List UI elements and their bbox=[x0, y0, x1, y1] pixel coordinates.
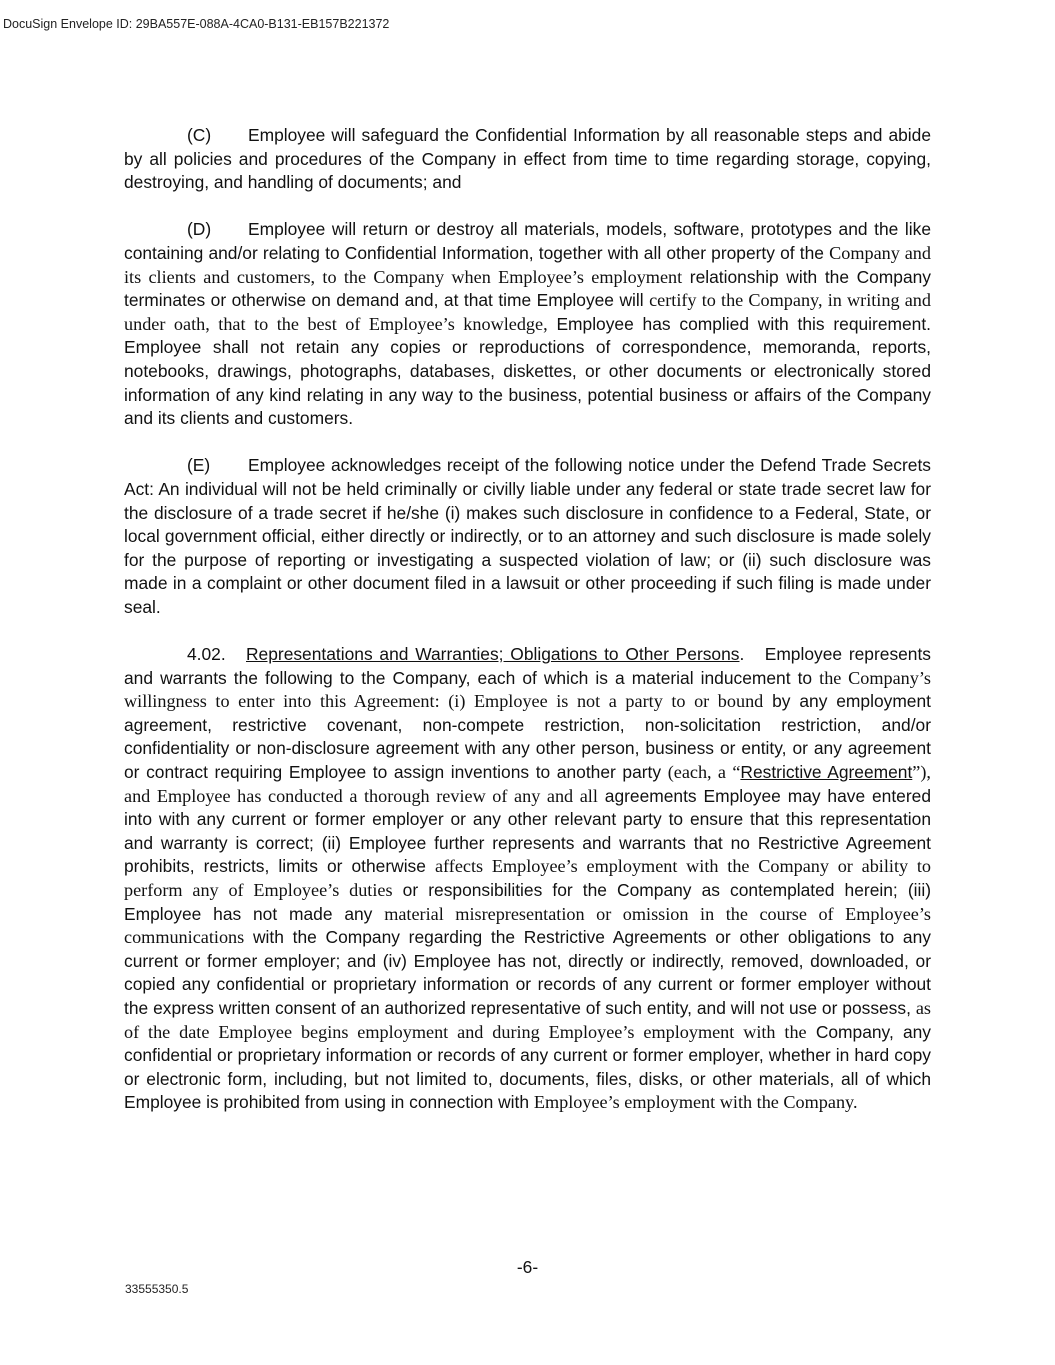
section-4-02-text-10: with the Company regarding the Restrictive Agreements or other obligations to any current or former employer; and (iv) Employee has not, directly or indirectly, removed, downloaded, or copied any confidential or proprietary information or records of any current or former employer without the express written consent of an authorized representative of such entity, and will not use or possess, bbox=[124, 927, 931, 1018]
section-4-02-heading-period: . bbox=[739, 644, 745, 665]
document-number: 33555350.5 bbox=[125, 1282, 189, 1296]
section-4-02-text-3: by any employment agreement, restrictive covenant, non-compete restriction, non-solicitation restriction, and/or confidentiality or non-disclosure agreement with any other person, business or entity, or any agreement or contract requiring Employee to assign inventions to another party bbox=[124, 691, 931, 783]
paragraph-c-number: (C) bbox=[187, 125, 212, 145]
section-4-02-text-6: agreements Employee may have entered into with any current or former employer or any other relevant party to ensure that this representation and warranty is correct; (ii) Employee further represents and warrants that no Restrictive Agreement prohibits, restricts, limits or otherwise bbox=[124, 785, 931, 877]
restrictive-agreement-term: Restrictive Agreement bbox=[740, 762, 913, 783]
section-4-02-heading: Representations and Warranties; Obligations to Other Persons bbox=[246, 644, 740, 665]
section-4-02-text-12: Company, any confidential or proprietary information or records of any current or former employer, whether in hard copy or electronic form, including, but not limited to, documents, files, disks, or other materials, all of which Employee is prohibited from using in connection with bbox=[124, 1021, 931, 1113]
section-4-02-text-11: as of the date Employee begins employment and during Employee’s employment with the bbox=[124, 997, 931, 1042]
section-4-02-text-7: affects Employee’s employment with the Company or ability to perform any of Employee’s duties bbox=[124, 856, 931, 900]
section-4-02 bbox=[124, 643, 931, 1115]
section-4-02-number: 4.02. bbox=[187, 644, 226, 665]
docusign-envelope-id: DocuSign Envelope ID: 29BA557E-088A-4CA0-B131-EB157B221372 bbox=[3, 17, 390, 31]
paragraph-d-text-3: relationship with the Company terminates or otherwise on demand and, at that time Employee will bbox=[124, 266, 932, 311]
section-4-02-text-8: or responsibilities for the Company as contemplated herein; (iii) Employee has not made any bbox=[124, 880, 932, 924]
document-body bbox=[124, 124, 931, 1139]
section-4-02-text-5: ”), and Employee has conducted a thorough review of any and all bbox=[124, 762, 931, 806]
paragraph-c-text: Employee will safeguard the Confidential Information by all reasonable steps and abide by all policies and procedures of the Company in effect from time to time regarding storage, copying, destroying, and handling of documents; and bbox=[124, 125, 931, 193]
paragraph-d bbox=[124, 218, 931, 430]
paragraph-d-text-2: Company and its clients and customers, to the Company when Employee’s employment bbox=[124, 242, 931, 287]
section-4-02-text-9: material misrepresentation or omission in the course of Employee’s communications bbox=[124, 903, 931, 948]
section-4-02-text-1: Employee represents and warrants the following to the Company, each of which is a material inducement to bbox=[124, 644, 932, 688]
paragraph-c bbox=[124, 124, 931, 195]
paragraph-d-text-1: Employee will return or destroy all materials, models, software, prototypes and the like containing and/or relating to Confidential Information, together with all other property of the bbox=[124, 219, 931, 263]
paragraph-d-text-5: Employee has complied with this requirement. Employee shall not retain any copies or reproductions of correspondence, memoranda, reports, notebooks, drawings, photographs, databases, diskettes, or other documents or electronically stored information of any kind relating in any way to the business, potential business or affairs of the Company and its clients and customers. bbox=[124, 313, 931, 429]
paragraph-e-text: Employee acknowledges receipt of the following notice under the Defend Trade Secrets Act: An individual will not be held criminally or civilly liable under any federal or state trade secret law for the disclosure of a trade secret if he/she (i) makes such disclosure in confidence to a Federal, State, or local government official, either directly or indirectly, or to an attorney and such disclosure is made solely for the purpose of reporting or investigating a suspected violation of law; or (ii) such disclosure was made in a complaint or other document filed in a lawsuit or other proceeding if such filing is made under seal. bbox=[124, 455, 931, 617]
paragraph-d-text-4: certify to the Company, in writing and under oath, that to the best of Employee’s knowledge, bbox=[124, 290, 931, 334]
page-number: -6- bbox=[516, 1257, 539, 1277]
section-4-02-text-2: the Company’s willingness to enter into this Agreement: (i) Employee is not a party to or bound bbox=[124, 667, 931, 712]
paragraph-d-number: (D) bbox=[187, 219, 212, 240]
paragraph-e bbox=[124, 454, 931, 619]
paragraph-e-number: (E) bbox=[187, 455, 211, 476]
section-4-02-text-4: (each, a “ bbox=[667, 762, 741, 783]
section-4-02-text-13: Employee’s employment with the Company. bbox=[533, 1092, 858, 1113]
